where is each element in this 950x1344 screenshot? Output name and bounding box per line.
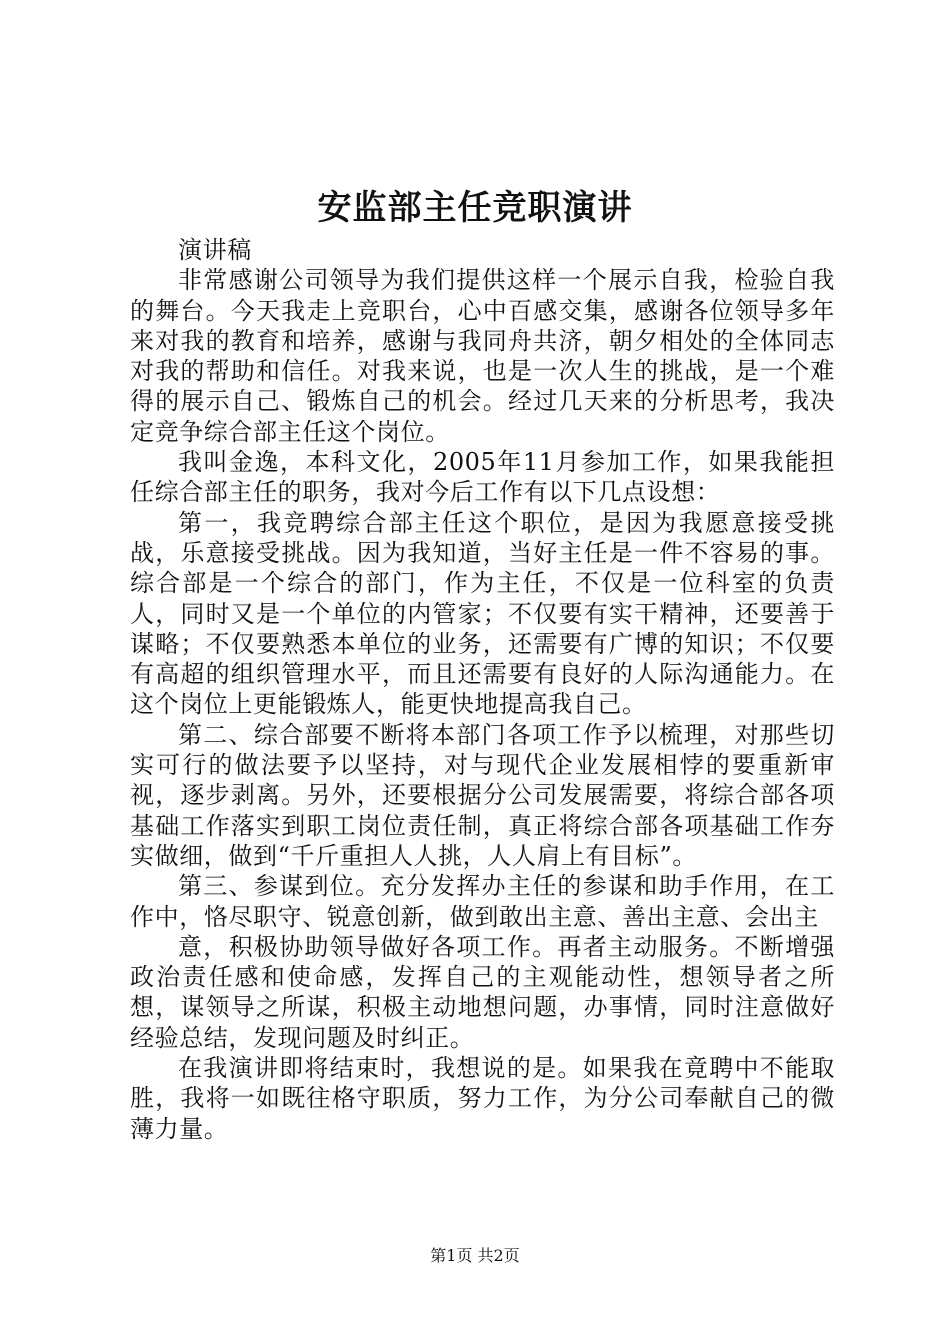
paragraph-point-three: 第三、参谋到位。充分发挥办主任的参谋和助手作用，在工作中，恪尽职守、锐意创新，做到敢出主意、善出主意、会出主 <box>130 872 835 931</box>
paragraph-point-one: 第一，我竞聘综合部主任这个职位，是因为我愿意接受挑战，乐意接受挑战。因为我知道，当好主任是一件不容易的事。综合部是一个综合的部门，作为主任，不仅是一位科室的负责人，同时又是一个单位的内管家；不仅要有实干精神，还要善于谋略；不仅要熟悉本单位的业务，还需要有广博的知识；不仅要有高超的组织管理水平，而且还需要有良好的人际沟通能力。在这个岗位上更能锻炼人，能更快地提高我自己。 <box>130 508 835 719</box>
paragraph-subtitle: 演讲稿 <box>178 236 252 264</box>
paragraph-point-three-continued: 意，积极协助领导做好各项工作。再者主动服务。不断增强政治责任感和使命感，发挥自己的主观能动性，想领导者之所想，谋领导之所谋，积极主动地想问题，办事情，同时注意做好经验总结，发现问题及时纠正。 <box>130 932 835 1052</box>
document-body <box>130 235 835 1144</box>
paragraph-point-two: 第二、综合部要不断将本部门各项工作予以梳理，对那些切实可行的做法要予以坚持，对与现代企业发展相悖的要重新审视，逐步剥离。另外，还要根据分公司发展需要，将综合部各项基础工作落实到职工岗位责任制，真正将综合部各项基础工作夯实做细，做到“千斤重担人人挑，人人肩上有目标”。 <box>130 720 835 870</box>
page-number-footer: 第1页 共2页 <box>430 1246 520 1265</box>
paragraph-intro: 非常感谢公司领导为我们提供这样一个展示自我，检验自我的舞台。今天我走上竞职台，心中百感交集，感谢各位领导多年来对我的教育和培养，感谢与我同舟共济，朝夕相处的全体同志对我的帮助和信任。对我来说，也是一次人生的挑战，是一个难得的展示自己、锻炼自己的机会。经过几天来的分析思考，我决定竞争综合部主任这个岗位。 <box>130 266 835 446</box>
paragraph-closing: 在我演讲即将结束时，我想说的是。如果我在竟聘中不能取胜，我将一如既往格守职质，努力工作，为分公司奉献自己的微薄力量。 <box>130 1054 835 1143</box>
paragraph-self-introduction: 我叫金逸，本科文化，2005年11月参加工作，如果我能担任综合部主任的职务，我对今后工作有以下几点设想： <box>130 448 835 507</box>
document-title: 安监部主任竞职演讲 <box>317 188 633 228</box>
